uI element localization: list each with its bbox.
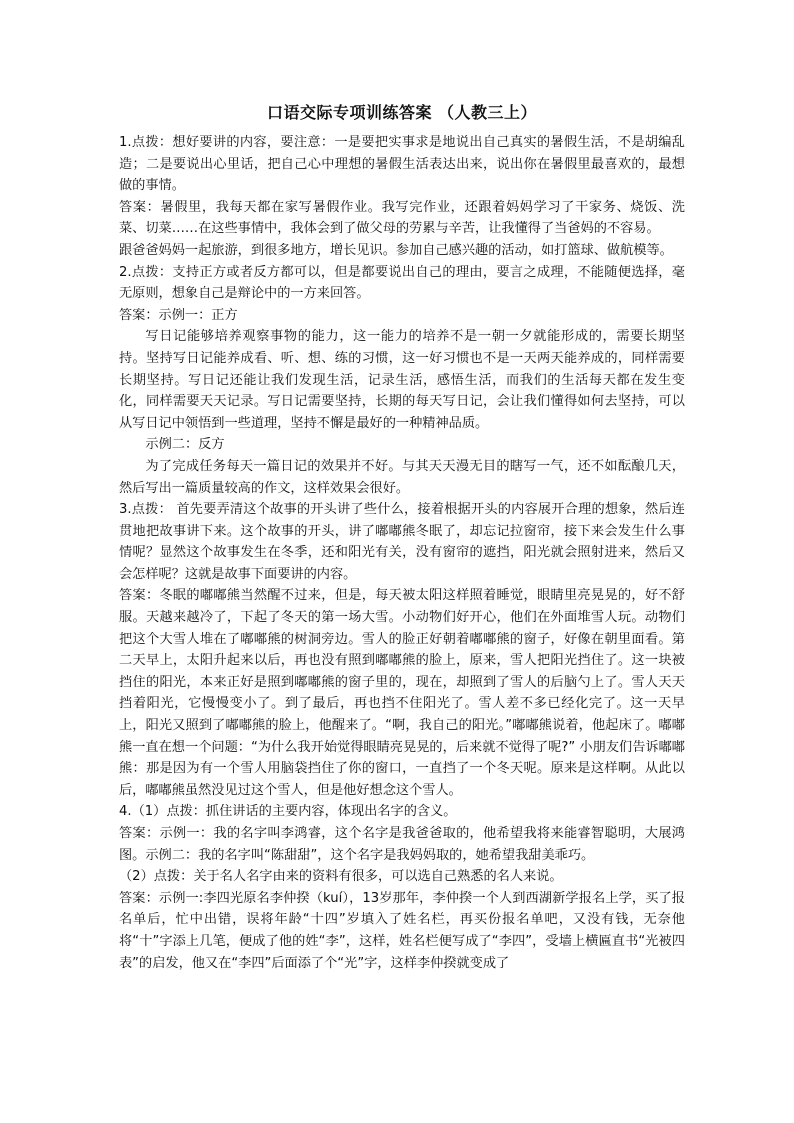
paragraph: 答案：示例一:李四光原名李仲揆（kuí），13岁那年，李仲揆一个人到西湖新学报名上学，买了报名单后，忙中出错，误将年龄“十四”岁填入了姓名栏，再买份报名单吧，又没有钱，无奈他将“十”字添上几笔，便成了他的姓“李”，这样，姓名栏便写成了“李四”，受墙上横匾直书“光被四表”的启发，他又在“李四”后面添了个“光”字，这样李仲揆就变成了 bbox=[119, 890, 685, 971]
paragraph: 4.（1）点拨：抓住讲话的主要内容，体现出名字的含义。 bbox=[119, 804, 457, 820]
paragraph: 答案：暑假里，我每天都在家写暑假作业。我写完作业，还跟着妈妈学习了干家务、烧饭、洗菜、切菜……在这些事情中，我体会到了做父母的劳累与辛苦，让我懂得了当爸妈的不容易。 bbox=[119, 199, 685, 237]
document-page bbox=[119, 100, 685, 974]
paragraph: 示例二：反方 bbox=[145, 437, 225, 453]
paragraph: 3.点拨： 首先要弄清这个故事的开头讲了些什么，接着根据开头的内容展开合理的想象，然后连贯地把故事讲下来。这个故事的开头，讲了嘟嘟熊冬眠了，却忘记拉窗帘，接下来会发生什么事情呢？显然这个故事发生在冬季，还和阳光有关，没有窗帘的遮挡，阳光就会照射进来，然后又会怎样呢？这就是故事下面要讲的内容。 bbox=[119, 502, 685, 582]
document-body bbox=[119, 132, 685, 974]
paragraph: 答案：示例一：我的名字叫李鸿睿，这个名字是我爸爸取的，他希望我将来能睿智聪明，大展鸿图。示例二：我的名字叫“陈甜甜”，这个名字是我妈妈取的，她希望我甜美乖巧。 bbox=[119, 826, 685, 863]
paragraph: 1.点拨：想好要讲的内容，要注意：一是要把实事求是地说出自己真实的暑假生活，不是胡编乱造；二是要说出心里话，把自己心中理想的暑假生活表达出来，说出你在暑假里最喜欢的，最想做的事情。 bbox=[119, 135, 685, 194]
document-title: 口语交际专项训练答案 （人教三上） bbox=[266, 103, 538, 122]
paragraph: 写日记能够培养观察事物的能力，这一能力的培养不是一朝一夕就能形成的，需要长期坚持。坚持写日记能养成看、听、想、练的习惯，这一好习惯也不是一天两天能养成的，同样需要长期坚持。写日记还能让我们发现生活，记录生活，感悟生活，而我们的生活每天都在发生变化，同样需要天天记录。写日记需要坚持，长期的每天写日记，会让我们懂得如何去坚持，可以从写日记中领悟到一些道理，坚持不懈是最好的一种精神品质。 bbox=[119, 329, 685, 431]
paragraph: 答案：示例一：正方 bbox=[119, 307, 238, 323]
paragraph: 跟爸爸妈妈一起旅游，到很多地方，增长见识。参加自己感兴趣的活动，如打篮球、做航模等。 bbox=[119, 242, 673, 258]
paragraph: 答案：冬眠的嘟嘟熊当然醒不过来，但是，每天被太阳这样照着睡觉，眼睛里亮晃晃的，好不舒服。天越来越冷了，下起了冬天的第一场大雪。小动物们好开心，他们在外面堆雪人玩。动物们把这个大雪人堆在了嘟嘟熊的树洞旁边。雪人的脸正好朝着嘟嘟熊的窗子，好像在朝里面看。第二天早上，太阳升起来以后，再也没有照到嘟嘟熊的脸上，原来，雪人把阳光挡住了。这一块被挡住的阳光，本来正好是照到嘟嘟熊的窗子里的，现在，却照到了雪人的后脑勺上了。雪人天天挡着阳光，它慢慢变小了。到了最后，再也挡不住阳光了。雪人差不多已经化完了。这一天早上，阳光又照到了嘟嘟熊的脸上，他醒来了。“啊，我自己的阳光。”嘟嘟熊说着，他起床了。嘟嘟熊一直在想一个问题：“为什么我开始觉得眼睛亮晃晃的，后来就不觉得了呢?” 小朋友们告诉嘟嘟熊：那是因为有一个雪人用脑袋挡住了你的窗口，一直挡了一个冬天呢。原来是这样啊。从此以后，嘟嘟熊虽然没见过这个雪人，但是他好想念这个雪人。 bbox=[119, 588, 685, 798]
paragraph: （2）点拨：关于名人名字由来的资料有很多，可以选自己熟悉的名人来说。 bbox=[119, 869, 563, 885]
paragraph: 为了完成任务每天一篇日记的效果并不好。与其天天漫无目的瞎写一气，还不如酝酿几天，然后写出一篇质量较高的作文，这样效果会很好。 bbox=[119, 458, 685, 496]
paragraph: 2.点拨：支持正方或者反方都可以，但是都要说出自己的理由，要言之成理，不能随便选择，毫无原则，想象自己是辩论中的一方来回答。 bbox=[119, 264, 685, 302]
